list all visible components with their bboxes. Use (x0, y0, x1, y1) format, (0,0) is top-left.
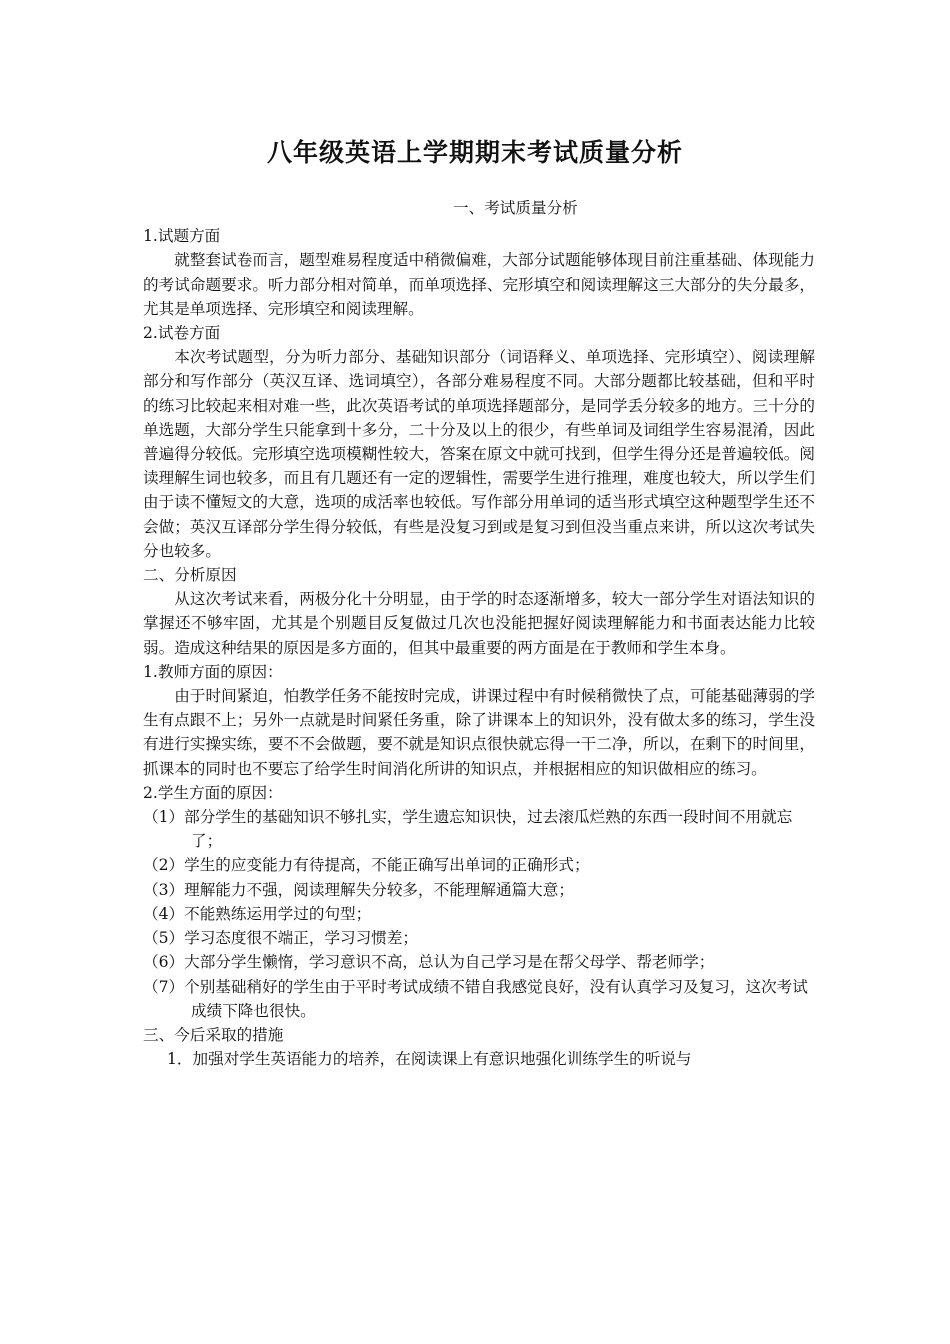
list-item: （4）不能熟练运用学过的句型； (143, 904, 372, 923)
list-item: （3）理解能力不强，阅读理解失分较多，不能理解通篇大意； (143, 880, 574, 899)
paragraph-exam-paper: 本次考试题型，分为听力部分、基础知识部分（词语释义、单项选择、完形填空）、阅读理解部分和写作部分（英汉互译、选词填空），各部分难易程度不同。大部分题都比较基础，但和平时的练习比较起来相对难一些，此次英语考试的单项选择题部分，是同学丢分较多的地方。三十分的单选题，大部分学生只能拿到十多分，二十分及以上的很少，有些单词及词组学生容易混淆，因此普遍得分较低。完形填空选项模糊性较大，答案在原文中就可找到，但学生得分还是普遍较低。阅读理解生词也较多，而且有几题还有一定的逻辑性，需要学生进行推理，难度也较大，所以学生们由于读不懂短文的大意，选项的成活率也较低。写作部分用单词的适当形式填空这种题型学生还不会做；英汉互译部分学生得分较低，有些是没复习到或是复习到但没当重点来讲，所以这次考试失分也较多。 (143, 348, 815, 560)
section-heading-1: 一、考试质量分析 (453, 199, 578, 217)
paragraph-teacher-reasons: 由于时间紧迫，怕教学任务不能按时完成，讲课过程中有时候稍微快了点，可能基础薄弱的学生有点跟不上；另外一点就是时间紧任务重，除了讲课本上的知识外，没有做太多的练习，学生没有进行实操实练，要不不会做题，要不就是知识点很快就忘得一干二净，所以，在剩下的时间里，抓课本的同时也不要忘了给学生时间消化所讲的知识点，并根据相应的知识做相应的练习。 (143, 687, 815, 778)
section-heading-2: 二、分析原因 (143, 566, 237, 585)
document-title: 八年级英语上学期期末考试质量分析 (266, 138, 683, 167)
subheading-teacher-reasons: 1.教师方面的原因： (143, 662, 283, 681)
paragraph-analysis: 从这次考试来看，两极分化十分明显，由于学的时态逐渐增多，较大一部分学生对语法知识的掌握还不够牢固，尤其是个别题目反复做过几次也没能把握好阅读理解能力和书面表达能力比较弱。造成这种结果的原因是多方面的，但其中最重要的两方面是在于教师和学生本身。 (143, 590, 815, 657)
list-item: （2）学生的应变能力有待提高，不能正确写出单词的正确形式； (143, 856, 590, 875)
list-item: （7）个别基础稍好的学生由于平时考试成绩不错自我感觉良好，没有认真学习及复习，这次考试成绩下降也很快。 (143, 977, 808, 1020)
list-item: （1）部分学生的基础知识不够扎实，学生遗忘知识快，过去滚瓜烂熟的东西一段时间不用就忘了； (143, 808, 793, 851)
measure-item: 1．加强对学生英语能力的培养，在阅读课上有意识地强化训练学生的听说与 (167, 1050, 692, 1069)
subheading-exam-paper: 2.试卷方面 (143, 324, 221, 343)
subheading-exam-questions: 1.试题方面 (143, 227, 221, 246)
subheading-student-reasons: 2.学生方面的原因： (143, 783, 283, 802)
list-item: （6）大部分学生懒惰，学习意识不高，总认为自己学习是在帮父母学、帮老师学； (143, 953, 715, 972)
section-heading-3: 三、今后采取的措施 (143, 1025, 284, 1044)
list-item: （5）学习态度很不端正，学习习惯差； (143, 929, 419, 948)
document-body (143, 196, 815, 1071)
paragraph-exam-questions: 就整套试卷而言，题型难易程度适中稍微偏难，大部分试题能够体现目前注重基础、体现能力的考试命题要求。听力部分相对简单，而单项选择、完形填空和阅读理解这三大部分的失分最多，尤其是单项选择、完形填空和阅读理解。 (143, 251, 815, 318)
